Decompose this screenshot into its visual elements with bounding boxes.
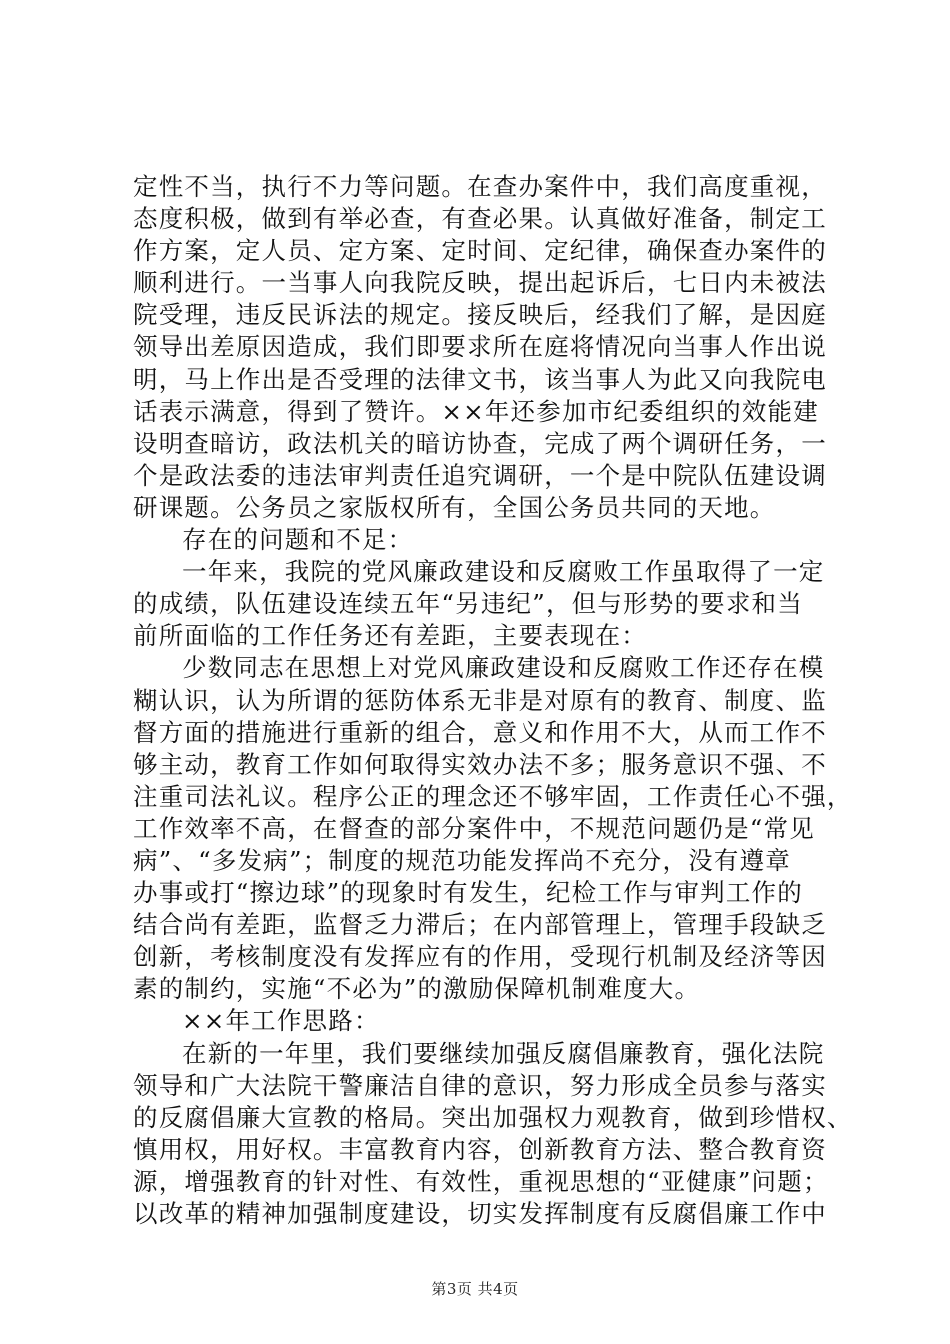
text-line: 病”、“多发病”；制度的规范功能发挥尚不充分，没有遵章 bbox=[133, 845, 791, 875]
text-line: 以改革的精神加强制度建设，切实发挥制度有反腐倡廉工作中 bbox=[133, 1199, 827, 1228]
text-line: 一年来，我院的党风廉政建设和反腐败工作虽取得了一定 bbox=[182, 557, 825, 587]
text-line: 研课题。公务员之家版权所有，全国公务员共同的天地。 bbox=[133, 492, 776, 522]
text-line: 定性不当，执行不力等问题。在查办案件中，我们高度重视， bbox=[133, 172, 827, 201]
text-line: 少数同志在思想上对党风廉政建设和反腐败工作还存在模 bbox=[182, 653, 825, 683]
text-line: 工作效率不高，在督查的部分案件中，不规范问题仍是“常见 bbox=[133, 813, 815, 843]
text-line: 慎用权，用好权。丰富教育内容，创新教育方法、整合教育资 bbox=[133, 1134, 827, 1164]
text-line: 在新的一年里，我们要继续加强反腐倡廉教育，强化法院 bbox=[182, 1038, 825, 1068]
text-line: 督方面的措施进行重新的组合，意义和作用不大，从而工作不 bbox=[133, 717, 827, 747]
text-line: 院受理，违反民诉法的规定。接反映后，经我们了解，是因庭 bbox=[133, 300, 827, 330]
text-line: 态度积极，做到有举必查，有查必果。认真做好准备，制定工 bbox=[133, 204, 827, 234]
text-line: ××年工作思路： bbox=[182, 1006, 380, 1036]
text-line: 创新，考核制度没有发挥应有的作用，受现行机制及经济等因 bbox=[133, 942, 827, 972]
text-line: 顺利进行。一当事人向我院反映，提出起诉后，七日内未被法 bbox=[133, 268, 827, 298]
text-line: 糊认识，认为所谓的惩防体系无非是对原有的教育、制度、监 bbox=[133, 685, 827, 715]
text-line: 明，马上作出是否受理的法律文书，该当事人为此又向我院电 bbox=[133, 364, 827, 394]
text-line: 注重司法礼议。程序公正的理念还不够牢固，工作责任心不强， bbox=[133, 781, 853, 811]
text-line: 素的制约，实施“不必为”的激励保障机制难度大。 bbox=[133, 974, 701, 1004]
text-line: 源，增强教育的针对性、有效性，重视思想的“亚健康”问题； bbox=[133, 1166, 829, 1196]
page-footer: 第3页 共4页 bbox=[431, 1280, 519, 1298]
document-body bbox=[133, 171, 853, 1230]
text-line: 领导和广大法院干警廉洁自律的意识，努力形成全员参与落实 bbox=[133, 1070, 827, 1100]
text-line: 个是政法委的违法审判责任追究调研，一个是中院队伍建设调 bbox=[133, 460, 827, 490]
text-line: 领导出差原因造成，我们即要求所在庭将情况向当事人作出说 bbox=[133, 332, 827, 362]
text-line: 的成绩，队伍建设连续五年“另违纪”，但与形势的要求和当 bbox=[133, 589, 803, 619]
text-line: 存在的问题和不足： bbox=[182, 525, 414, 555]
text-line: 前所面临的工作任务还有差距，主要表现在： bbox=[133, 621, 647, 651]
text-line: 设明查暗访，政法机关的暗访协查，完成了两个调研任务，一 bbox=[133, 428, 827, 458]
text-line: 作方案，定人员、定方案、定时间、定纪律，确保查办案件的 bbox=[133, 236, 827, 266]
text-line: 办事或打“擦边球”的现象时有发生，纪检工作与审判工作的 bbox=[133, 878, 803, 908]
text-line: 结合尚有差距，监督乏力滞后；在内部管理上，管理手段缺乏 bbox=[133, 910, 827, 940]
text-line: 话表示满意，得到了赞许。××年还参加市纪委组织的效能建 bbox=[133, 396, 819, 426]
text-line: 够主动，教育工作如何取得实效办法不多；服务意识不强、不 bbox=[133, 749, 827, 779]
text-line: 的反腐倡廉大宣教的格局。突出加强权力观教育，做到珍惜权、 bbox=[133, 1102, 853, 1132]
